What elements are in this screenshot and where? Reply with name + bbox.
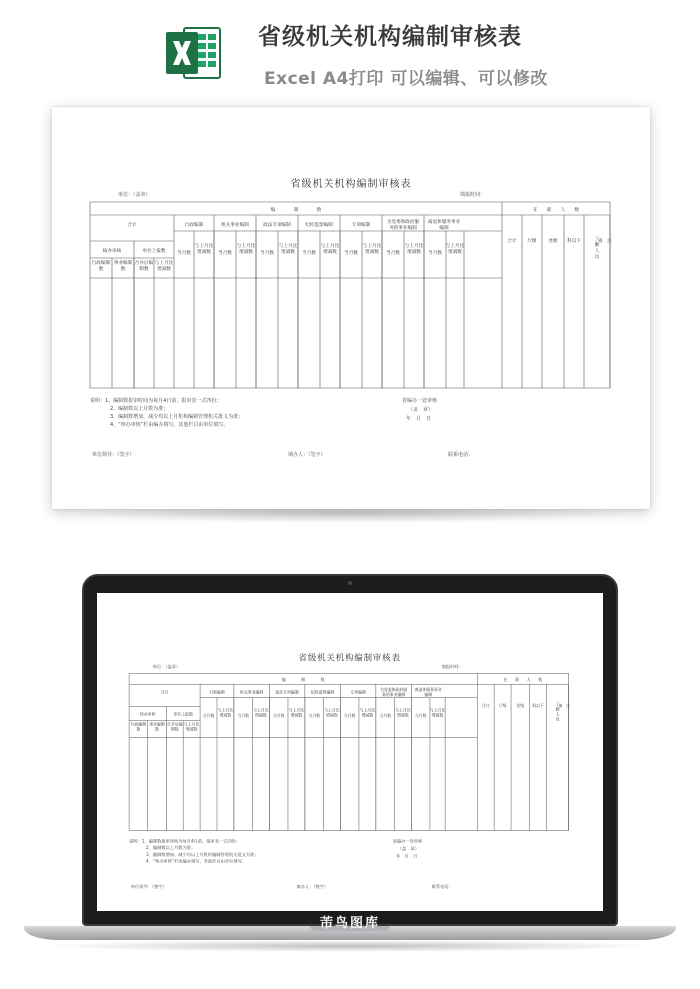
approve-stamp: （盖 章） <box>397 846 419 852</box>
diff-col: 增减数 <box>197 250 211 255</box>
filler-label: 填办人：（签字） <box>288 452 326 458</box>
month-col: 当月数 <box>237 713 250 719</box>
category-label: 政法专项编制 <box>263 223 291 228</box>
date-label: 填报时间： <box>441 664 463 670</box>
zaizhi-col: 科以下 <box>567 239 581 244</box>
header-title: 省级机关机构编制审核表 <box>258 24 522 50</box>
note-4: 4、“核办审核”栏由编办填写，其他栏目由单位填写。 <box>110 422 229 428</box>
category-label: 为党委和政府服 <box>386 220 420 225</box>
zaizhi-col: 勤 <box>594 243 600 248</box>
subheader-shangbao: 单位上报数 <box>142 249 166 254</box>
category-label: 编制 <box>424 692 433 698</box>
diff-col: 增减数 <box>219 712 232 718</box>
unit-label: 单位：（盖章） <box>152 664 181 670</box>
zaizhi-col: 人 <box>594 249 600 254</box>
form-grid <box>90 202 610 388</box>
zaizhi-col: 处级 <box>516 703 525 709</box>
diff-col: 与上月比 <box>404 244 424 249</box>
subheader-hebanshenhe: 核办审核 <box>102 249 122 254</box>
category-label: 机关事业编制 <box>221 223 249 228</box>
diff-col: 增减数 <box>290 712 303 718</box>
zaizhi-col: 勤 <box>555 706 560 712</box>
bianzhi-header: 编 制 数 <box>281 676 325 682</box>
diff-col: 与上月比 <box>217 707 234 713</box>
category-label: 为党委和政府服 <box>380 687 408 693</box>
diff-col: 增减数 <box>326 712 338 718</box>
subsub-label: 增减数 <box>185 726 198 732</box>
zaizhi-col: 科以下 <box>532 703 544 709</box>
zaizhi-header: 在 职 人 数 <box>533 208 579 213</box>
category-label: 离退休服务事业 <box>427 220 461 225</box>
category-label: 务的事业编制 <box>381 692 406 698</box>
note-2: 2、编制数以上月数为准； <box>110 406 169 412</box>
subsub-label: 事业编制 <box>113 261 133 266</box>
leader-label: 单位领导：（签字） <box>92 452 135 458</box>
subheader-hebanshenhe: 核办审核 <box>139 711 156 717</box>
diff-col: 与上月比 <box>320 244 340 249</box>
laptop-shadow <box>40 940 660 952</box>
subsub-label: 制数 <box>170 726 179 732</box>
subsub-label: 行政编制 <box>130 721 147 727</box>
subsub-label: 与上月比 <box>183 721 200 727</box>
form-grid <box>129 673 571 830</box>
diff-col: 与上月比 <box>445 244 465 249</box>
form-title: 省级机关机构编制审核表 <box>298 653 401 664</box>
form-table <box>90 202 610 388</box>
subsub-label: 数 <box>120 267 126 272</box>
diff-col: 与上月比 <box>278 244 298 249</box>
month-col: 当月数 <box>260 251 274 256</box>
zaizhi-col: 合计 <box>481 703 490 709</box>
diff-col: 增减数 <box>361 712 374 718</box>
category-label: 纪检监察编制 <box>310 689 335 695</box>
remark-label: 备 注 <box>558 703 571 709</box>
diff-col: 与上月比 <box>324 707 340 713</box>
zaizhi-col: 合计 <box>507 239 517 244</box>
diff-col: 与上月比 <box>194 244 214 249</box>
category-label: 离退休服务事业 <box>414 687 442 693</box>
subheader-shangbao: 单位上报数 <box>173 711 193 717</box>
zaizhi-col: 工 <box>555 701 560 707</box>
watermark: 芾鸟图库 <box>319 916 380 931</box>
form-table <box>129 673 571 830</box>
subsub-label: 数 <box>136 726 141 732</box>
subsub-label: 事业编制 <box>149 721 165 727</box>
month-col: 当月数 <box>202 713 215 719</box>
note-2: 2、编制数以上月数为准； <box>146 845 196 851</box>
note-1: 说明：1、编制数报审时间为每月4日前，报审表一式四份； <box>90 398 222 404</box>
category-label: 专项编制 <box>351 223 371 228</box>
approve-date: 年 月 日 <box>406 416 432 422</box>
diff-col: 增减数 <box>365 250 379 255</box>
diff-col: 增减数 <box>239 250 253 255</box>
laptop-camera <box>348 581 352 585</box>
form-sheet-laptop <box>97 593 602 933</box>
form-sheet <box>52 107 650 509</box>
diff-col: 增减数 <box>255 712 267 718</box>
month-col: 当月数 <box>177 251 191 256</box>
month-col: 当月数 <box>344 251 358 256</box>
diff-col: 增减数 <box>397 712 409 718</box>
month-col: 当月数 <box>428 251 442 256</box>
note-3: 3、编制数增加、减少均以上月机构编制管理机关批文为准； <box>110 414 244 420</box>
approve-date: 年 月 日 <box>396 854 418 860</box>
form-title: 省级机关机构编制审核表 <box>290 179 412 190</box>
approve-org: 省编办一处审核 <box>402 398 438 404</box>
subsub-label: 数 <box>155 726 159 732</box>
heji-label: 合计 <box>127 223 137 228</box>
bianzhi-header: 编 制 数 <box>270 208 322 213</box>
paper-preview <box>52 107 650 509</box>
note-3: 3、编制数增加、减少均以上月机构编制管理机关批文为准； <box>146 852 259 858</box>
category-label: 行政编制 <box>184 223 204 228</box>
diff-col: 与上月比 <box>362 244 382 249</box>
diff-col: 与上月比 <box>395 707 411 713</box>
month-col: 当月数 <box>302 251 316 256</box>
month-col: 当月数 <box>386 251 400 256</box>
leader-label: 单位领导：（签字） <box>130 884 167 890</box>
category-label: 政法专项编制 <box>275 689 299 695</box>
subsub-label: 制数 <box>139 267 149 272</box>
zaizhi-col: 厅级 <box>498 703 507 709</box>
approve-org: 省编办一处审核 <box>392 838 423 844</box>
subsub-label: 与上月比 <box>154 261 174 266</box>
excel-icon <box>162 22 224 84</box>
filler-label: 填办人：（签字） <box>296 884 329 890</box>
diff-col: 与上月比 <box>253 707 269 713</box>
zaizhi-col: 工 <box>594 237 600 242</box>
diff-col: 增减数 <box>448 250 462 255</box>
diff-col: 增减数 <box>431 712 444 718</box>
diff-col: 增减数 <box>323 250 337 255</box>
zaizhi-col: 人 <box>555 711 560 717</box>
note-4: 4、“核办审核”栏由编办填写，其他栏目由单位填写。 <box>146 859 247 865</box>
unit-label: 单位：（盖章） <box>118 192 151 198</box>
category-label: 务的事业编制 <box>389 226 417 231</box>
heji-label: 合计 <box>160 689 169 695</box>
diff-col: 增减数 <box>281 250 295 255</box>
phone-label: 联系电话： <box>431 884 453 890</box>
month-col: 当月数 <box>218 251 232 256</box>
subsub-label: 合并后编 <box>134 261 154 266</box>
subsub-label: 增减数 <box>157 267 171 272</box>
zaizhi-header: 在 职 人 数 <box>503 676 543 682</box>
category-label: 纪检监察编制 <box>305 223 333 228</box>
remark-label: 备 注 <box>598 239 612 244</box>
diff-col: 增减数 <box>407 250 421 255</box>
month-col: 当月数 <box>272 713 285 719</box>
subsub-label: 合并后编 <box>166 721 183 727</box>
subsub-label: 数 <box>98 267 104 272</box>
zaizhi-col: 处级 <box>548 239 558 244</box>
zaizhi-col: 厅级 <box>527 239 537 244</box>
subsub-label: 行政编制 <box>91 261 111 266</box>
zaizhi-col: 员 <box>594 255 600 260</box>
approve-stamp: （盖 章） <box>408 407 434 413</box>
header-subtitle: Excel A4打印 可以编辑、可以修改 <box>264 69 548 89</box>
phone-label: 联系电话： <box>448 452 474 458</box>
category-label: 行政编制 <box>209 689 225 695</box>
month-col: 当月数 <box>308 713 320 719</box>
zaizhi-col: 员 <box>555 716 560 722</box>
category-label: 编制 <box>439 226 449 231</box>
diff-col: 与上月比 <box>429 707 446 713</box>
diff-col: 与上月比 <box>288 707 305 713</box>
diff-col: 与上月比 <box>236 244 256 249</box>
diff-col: 与上月比 <box>359 707 376 713</box>
date-label: 填报时间： <box>460 192 486 198</box>
month-col: 当月数 <box>379 713 391 719</box>
note-1: 说明：1、编制数报审时间为每月4日前，报审表一式四份； <box>129 838 241 844</box>
month-col: 当月数 <box>414 713 427 719</box>
month-col: 当月数 <box>343 713 356 719</box>
category-label: 专项编制 <box>350 689 366 695</box>
category-label: 机关事业编制 <box>240 689 264 695</box>
laptop-screen <box>97 593 603 911</box>
